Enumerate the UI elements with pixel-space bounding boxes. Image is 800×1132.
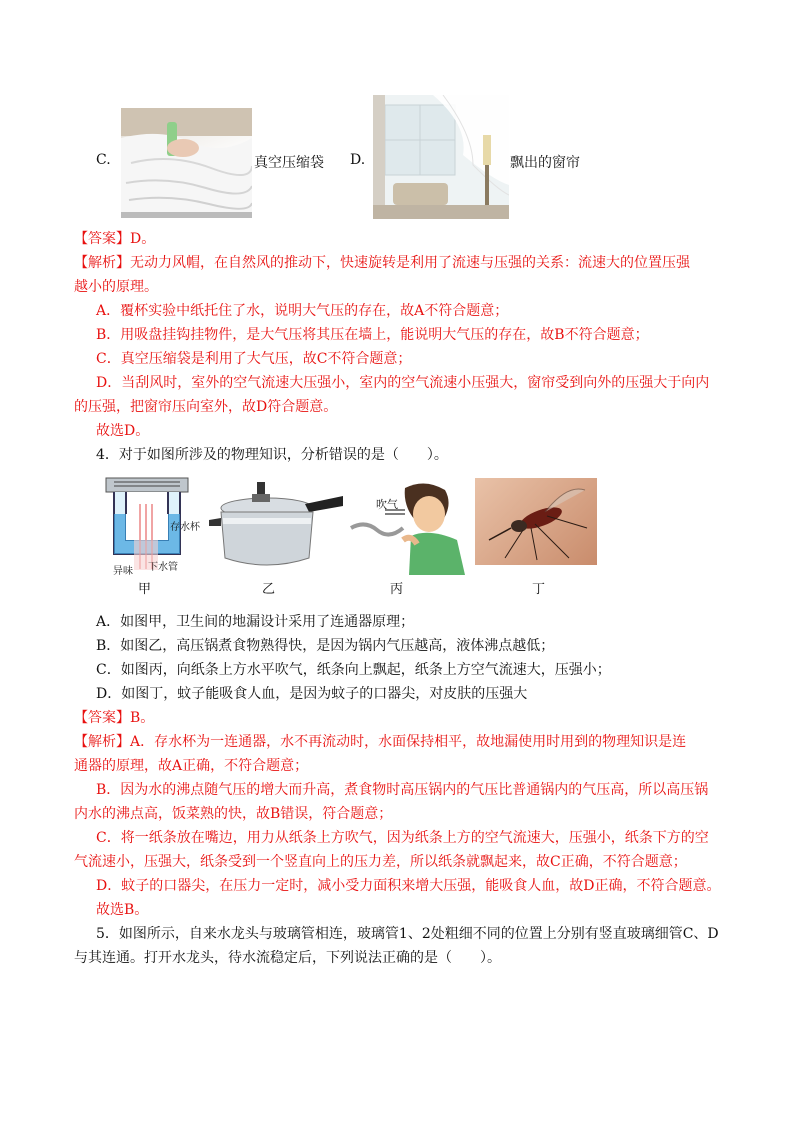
answer-value: D。 xyxy=(130,231,156,247)
mosquito-photo xyxy=(475,478,597,565)
answer-tag: 【答案】 xyxy=(74,710,130,726)
q3-answer xyxy=(74,229,155,249)
blowing-boy-figure xyxy=(345,480,470,575)
question-stem: 与其连通。打开水龙头，待水流稳定后，下列说法正确的是（ xyxy=(74,950,452,966)
cup-label: 存水杯 xyxy=(170,522,200,533)
analysis-text: 无动力风帽，在自然风的推动下，快速旋转是利用了流速与压强的关系：流速大的位置压强 xyxy=(130,255,690,271)
smell-label: 异味 xyxy=(113,566,133,577)
analysis-text: 内水的沸点高，饭菜熟的快，故B错误，符合题意； xyxy=(74,806,393,822)
q4-stem xyxy=(96,445,448,465)
analysis-text: C．将一纸条放在嘴边，用力从纸条上方吹气，因为纸条上方的空气流速大，压强小，纸条下方的空 xyxy=(96,830,709,846)
q4-analysis-line xyxy=(74,732,686,752)
analysis-tag: 【解析】 xyxy=(74,255,130,271)
option-d-caption: 飘出的窗帘 xyxy=(510,155,580,171)
figure-label-bing: 丙 xyxy=(390,582,404,597)
answer-tag: 【答案】 xyxy=(74,231,130,247)
analysis-text: D．当刮风时，室外的空气流速大压强小，室内的空气流速小压强大，窗帘受到向外的压强大于向内 xyxy=(96,375,710,391)
answer-value: B。 xyxy=(130,710,155,726)
q4-answer xyxy=(74,708,154,728)
analysis-tag: 【解析】 xyxy=(74,734,130,750)
option-c-letter: C. xyxy=(96,152,111,168)
curtain-photo xyxy=(373,95,509,219)
analysis-text: A．覆杯实验中纸托住了水，说明大气压的存在，故A不符合题意； xyxy=(96,303,509,319)
choose-text: 故选B。 xyxy=(96,902,149,918)
analysis-text: B．因为水的沸点随气压的增大而升高，煮食物时高压锅内的气压比普通锅内的气压高，所以高压锅 xyxy=(96,782,709,798)
vacuum-bag-photo xyxy=(121,108,252,218)
q4-option-d: D．如图丁，蚊子能吸食人血，是因为蚊子的口器尖，对皮肤的压强大 xyxy=(96,686,528,702)
analysis-text: A．存水杯为一连通器，水不再流动时，水面保持相平，故地漏使用时用到的物理知识是连 xyxy=(130,734,687,750)
q5-stem-cont xyxy=(74,948,501,968)
choose-text: 故选D。 xyxy=(96,423,150,439)
analysis-text: 气流速小，压强大，纸条受到一个竖直向上的压力差，所以纸条就飘起来，故C正确，不符合题意； xyxy=(74,854,687,870)
analysis-text: C．真空压缩袋是利用了大气压，故C不符合题意； xyxy=(96,351,412,367)
pipe-label: 下水管 xyxy=(148,562,178,573)
analysis-text: D．蚊子的口器尖，在压力一定时，减小受力面积来增大压强，能吸食人血，故D正确，不符合题意。 xyxy=(96,878,721,894)
question-stem: 4．对于如图所涉及的物理知识，分析错误的是（ xyxy=(96,447,399,463)
figure-label-yi: 乙 xyxy=(262,582,276,597)
q5-stem: 5．如图所示，自来水龙头与玻璃管相连，玻璃管1、2处粗细不同的位置上分别有竖直玻璃细管C、D xyxy=(96,926,719,942)
q4-option-c: C．如图丙，向纸条上方水平吹气，纸条向上飘起，纸条上方空气流速大，压强小； xyxy=(96,662,611,678)
analysis-text: 的压强，把窗帘压向室外，故D符合题意。 xyxy=(74,399,338,415)
figure-label-jia: 甲 xyxy=(138,582,152,597)
pressure-cooker-figure xyxy=(205,474,345,574)
option-d-letter: D. xyxy=(350,152,366,168)
analysis-text: B．用吸盘挂钩挂物件，是大气压将其压在墙上，能说明大气压的存在，故B不符合题意； xyxy=(96,327,649,343)
question-stem-end: ）。 xyxy=(480,950,501,966)
q4-option-a: A．如图甲，卫生间的地漏设计采用了连通器原理； xyxy=(96,614,415,630)
question-stem-end: ）。 xyxy=(426,447,448,463)
q3-analysis-line xyxy=(74,253,690,273)
blow-label: 吹气 xyxy=(376,498,398,511)
analysis-text: 通器的原理，故A正确，不符合题意； xyxy=(74,758,309,774)
q4-option-b: B．如图乙，高压锅煮食物熟得快，是因为锅内气压越高，液体沸点越低； xyxy=(96,638,555,654)
option-c-caption: 真空压缩袋 xyxy=(254,155,324,171)
analysis-text: 越小的原理。 xyxy=(74,279,158,295)
figure-label-ding: 丁 xyxy=(532,582,546,597)
